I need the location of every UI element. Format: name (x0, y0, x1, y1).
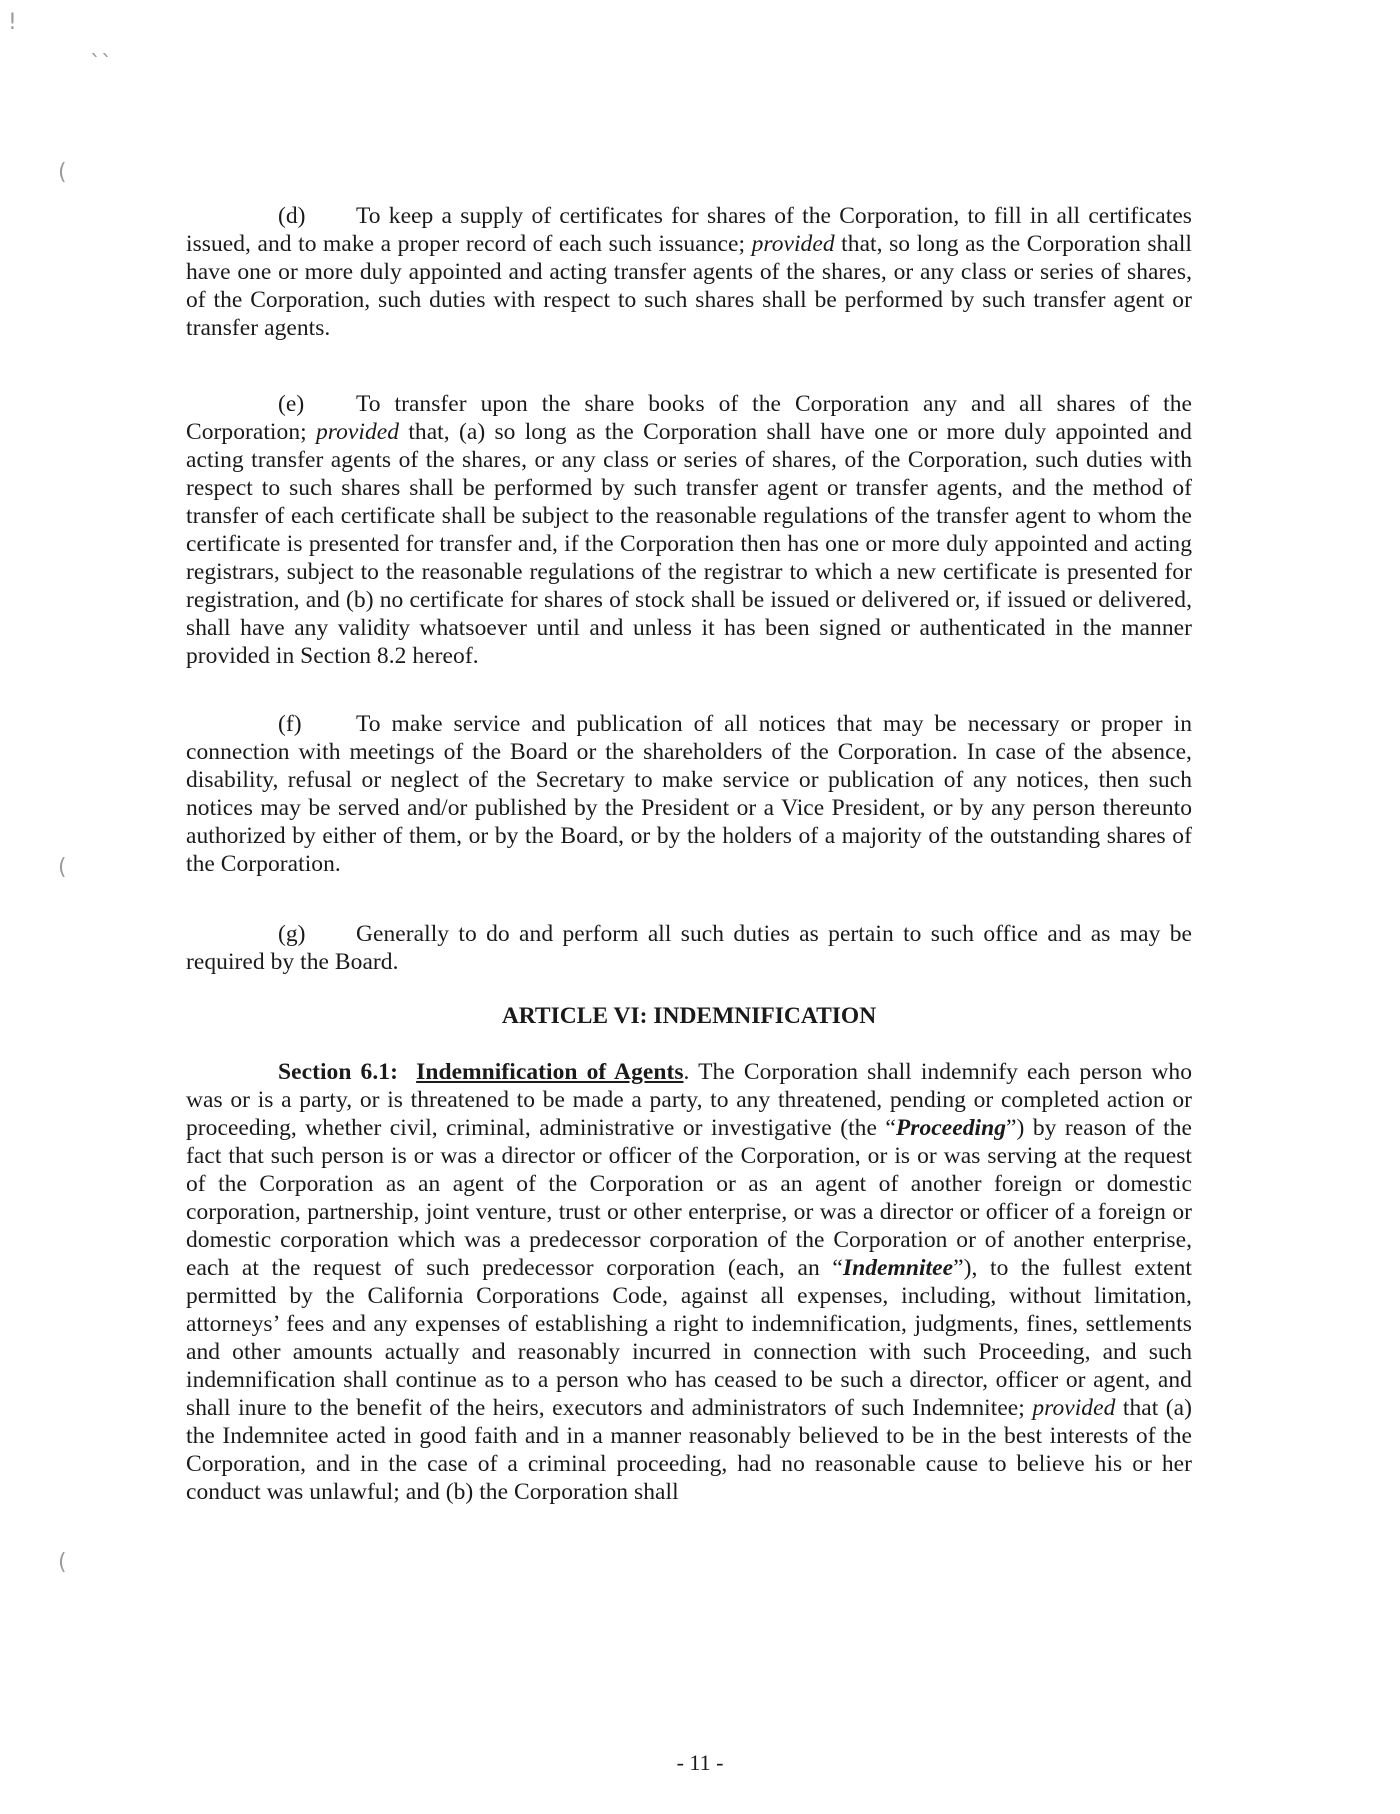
paragraph-text: Generally to do and perform all such duties as pertain to such office and as may be required by the Board. (186, 921, 1192, 975)
section-title: Indemnification of Agents (416, 1059, 684, 1085)
paragraph-text: that, (a) so long as the Corporation shall have one or more duly appointed and acting transfer agents of the shares, or any class or series of shares, of the Corporation, such duties with respect to such shares shall be performed by such transfer agent or transfer agents, and the method of transfer of each certificate shall be subject to the reasonable regulations of the transfer agent to whom the certificate is presented for transfer and, if the Corporation then has one or more duly appointed and acting registrars, subject to the reasonable regulations of the registrar to which a new certificate is presented for registration, and (b) no certificate for shares of stock shall be issued or delivered or, if issued or delivered, shall have any validity whatsoever until and unless it has been signed or authenticated in the manner provided in Section 8.2 hereof. (186, 419, 1192, 669)
section-text: ”), to the fullest extent permitted by the California Corporations Code, against all expenses, including, without limitation, attorneys’ fees and any expenses of establishing a right to indemnification, judgments, fines, settlements and other amounts actually and reasonably incurred in connection with such Proceeding, and such indemnification shall continue as to a person who has ceased to be such a director, officer or agent, and shall inure to the benefit of the heirs, executors and administrators of such Indemnitee; (186, 1255, 1193, 1421)
scan-artifact-mark: `` (90, 52, 112, 77)
paragraph-label: (g) (278, 921, 306, 947)
scan-artifact-mark: ! (8, 10, 17, 35)
paragraph-text: To transfer upon the share books of the Corporation any and all shares of the Corporation; (186, 391, 1192, 445)
italic-term: provided (1032, 1395, 1116, 1421)
paragraph-label: (f) (278, 711, 302, 737)
article-heading: ARTICLE VI: INDEMNIFICATION (501, 1003, 877, 1029)
paragraph-label: (e) (278, 391, 305, 417)
scan-artifact-mark: ( (58, 1550, 67, 1575)
paragraph-text: To make service and publication of all notices that may be necessary or proper in connection with meetings of the Board or the shareholders of the Corporation. In case of the absence, disability, refusal or neglect of the Secretary to make service or publication of any notices, then such notices may be served and/or published by the President or a Vice President, or by any person thereunto authorized by either of them, or by the Board, or by the holders of a majority of the outstanding shares of the Corporation. (186, 711, 1192, 877)
paragraph-d (186, 202, 1192, 342)
section-6-1 (186, 1058, 1192, 1506)
defined-term: Proceeding (895, 1115, 1007, 1141)
italic-term: provided (751, 231, 835, 257)
paragraph-text: To keep a supply of certificates for shares of the Corporation, to fill in all certificates issued, and to make a proper record of each such issuance; (186, 203, 1192, 257)
section-text: . The Corporation shall indemnify each person who was or is a party, or is threatened to be made a party, to any threatened, pending or completed action or proceeding, whether civil, criminal, administrative or investigative (the “ (186, 1059, 1192, 1141)
section-text: ”) by reason of the fact that such person is or was a director or officer of the Corporation, or is or was serving at the request of the Corporation as an agent of the Corporation or as an agent of another foreign or domestic corporation, partnership, joint venture, trust or other enterprise, or was a director or officer of a foreign or domestic corporation which was a predecessor corporation of the Corporation or of another enterprise, each at the request of such predecessor corporation (each, an “ (186, 1115, 1192, 1281)
paragraph-f (186, 710, 1192, 878)
paragraph-g (186, 920, 1192, 976)
scan-artifact-mark: ( (58, 160, 67, 185)
scan-artifact-mark: ( (58, 855, 67, 880)
page-number: - 11 - (676, 1750, 724, 1775)
paragraph-label: (d) (278, 203, 306, 229)
italic-term: provided (315, 419, 400, 445)
paragraph-text: that, so long as the Corporation shall have one or more duly appointed and acting transfer agents of the shares, or any class or series of shares, of the Corporation, such duties with respect to such shares shall be performed by such transfer agent or transfer agents. (186, 231, 1192, 341)
defined-term: Indemnitee (842, 1255, 954, 1281)
section-text: that (a) the Indemnitee acted in good faith and in a manner reasonably believed to be in the best interests of the Corporation, and in the case of a criminal proceeding, had no reasonable cause to believe his or her conduct was unlawful; and (b) the Corporation shall (186, 1395, 1193, 1505)
paragraph-e (186, 390, 1192, 670)
section-number: Section 6.1: (278, 1059, 398, 1085)
